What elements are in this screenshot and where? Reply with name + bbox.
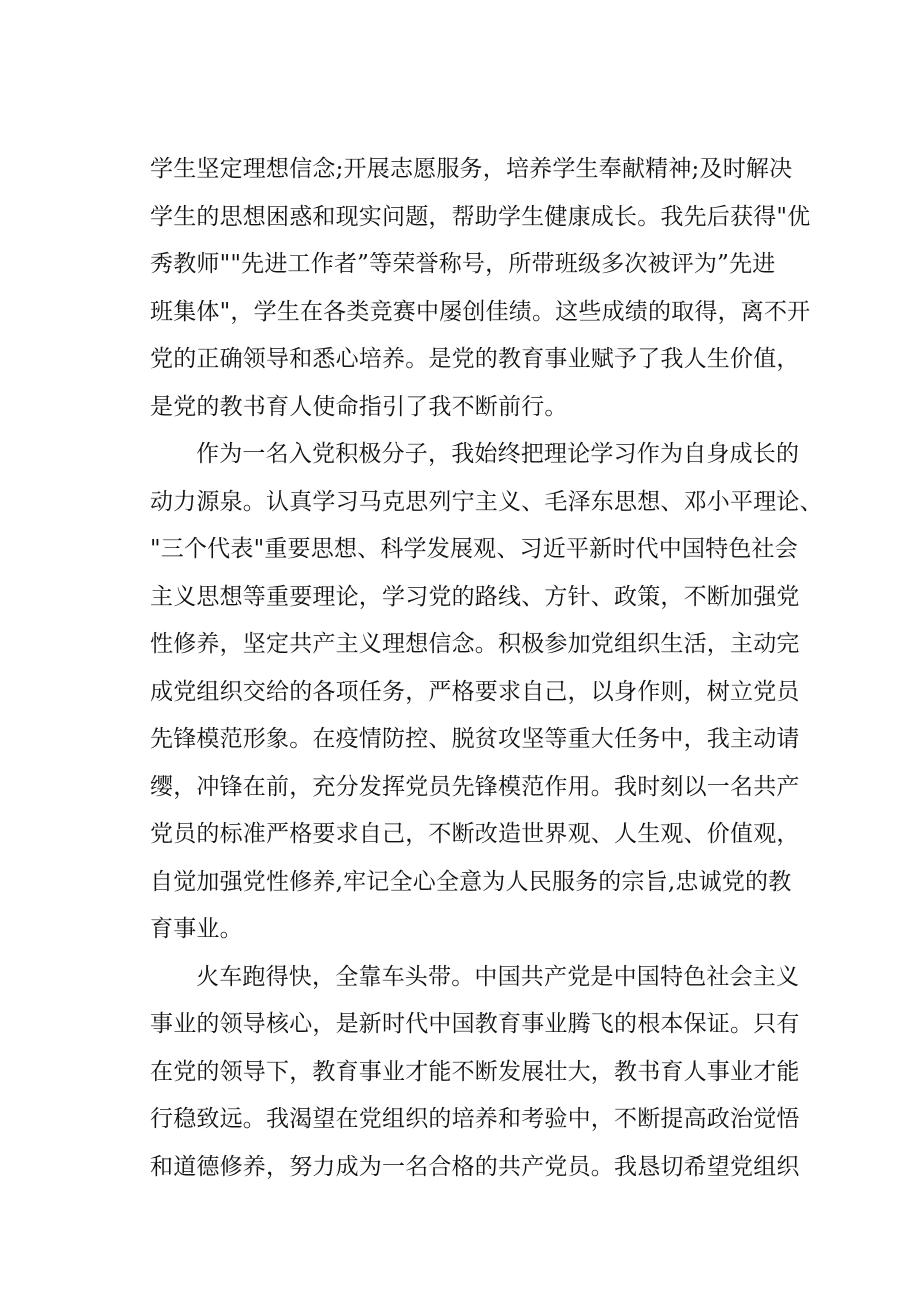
text-line: 行稳致远。我渴望在党组织的培养和考验中，不断提高政治觉悟 — [150, 1106, 800, 1132]
text-line: 党员的标准严格要求自己，不断改造世界观、人生观、价值观， — [150, 821, 800, 847]
text-line: 秀教师""先进工作者”等荣誉称号，所带班级多次被评为”先进 — [150, 251, 776, 277]
text-line: 学生坚定理想信念;开展志愿服务，培养学生奉献精神;及时解决 — [150, 156, 793, 182]
text-line: 缨，冲锋在前，充分发挥党员先锋模范作用。我时刻以一名共产 — [150, 773, 800, 800]
text-line: 性修养，坚定共产主义理想信念。积极参加党组织生活，主动完 — [150, 631, 800, 657]
text-line: "三个代表"重要思想、科学发展观、习近平新时代中国特色社会 — [150, 536, 798, 562]
text-line: 先锋模范形象。在疫情防控、脱贫攻坚等重大任务中，我主动请 — [150, 726, 800, 752]
text-line: 党的正确领导和悉心培养。是党的教育事业赋予了我人生价值， — [150, 346, 800, 372]
paragraph-first-line: 火车跑得快，全靠车头带。中国共产党是中国特色社会主义 — [196, 963, 800, 990]
text-line: 育事业。 — [150, 916, 243, 942]
text-line: 成党组织交给的各项任务，严格要求自己，以身作则，树立党员 — [150, 678, 800, 705]
text-line: 学生的思想困惑和现实问题，帮助学生健康成长。我先后获得"优 — [150, 203, 811, 230]
text-line: 自觉加强党性修养,牢记全心全意为人民服务的宗旨,忠诚党的教 — [150, 868, 792, 895]
text-line: 和道德修养，努力成为一名合格的共产党员。我恳切希望党组织 — [150, 1153, 800, 1180]
text-line: 主义思想等重要理论，学习党的路线、方针、政策，不断加强党 — [150, 583, 800, 610]
paragraph-first-line: 作为一名入党积极分子，我始终把理论学习作为自身成长的 — [196, 441, 800, 467]
text-line: 事业的领导核心，是新时代中国教育事业腾飞的根本保证。只有 — [150, 1011, 800, 1037]
text-line: 在党的领导下，教育事业才能不断发展壮大，教书育人事业才能 — [150, 1058, 800, 1085]
text-line: 班集体"，学生在各类竞赛中屡创佳绩。这些成绩的取得，离不开 — [150, 298, 811, 325]
text-line: 是党的教书育人使命指引了我不断前行。 — [150, 393, 568, 420]
text-line: 动力源泉。认真学习马克思列宁主义、毛泽东思想、邓小平理论、 — [150, 488, 823, 515]
body-text — [150, 146, 823, 1191]
